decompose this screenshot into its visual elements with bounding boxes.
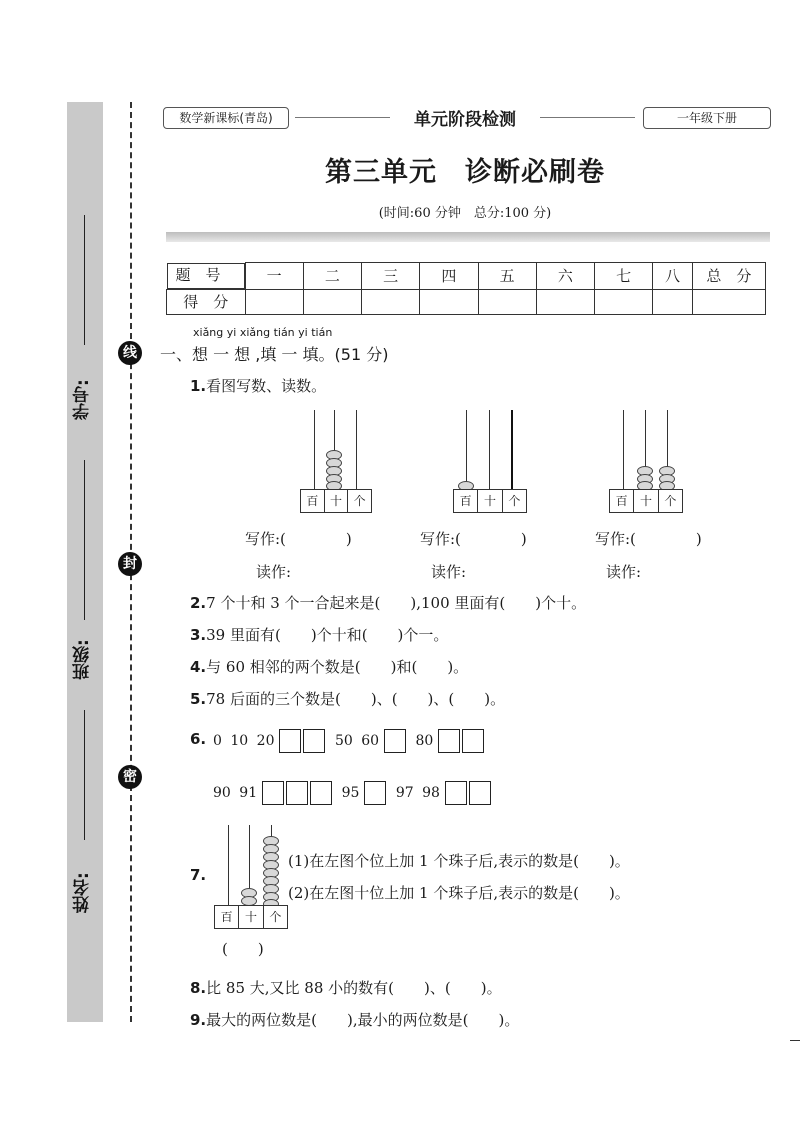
write-answer-1[interactable]: 写作:( ) xyxy=(245,530,352,548)
section-title: 一、想 一 想 ,填 一 填。(51 分) xyxy=(160,345,389,364)
question-number: 4. xyxy=(190,658,207,676)
question-text: 39 里面有( )个十和( )个一。 xyxy=(206,626,449,644)
question-text: 7 个十和 3 个一合起来是( ),100 里面有( )个十。 xyxy=(206,594,587,612)
seq-number: 60 xyxy=(361,733,380,749)
score-header-cell: 总 分 xyxy=(692,263,765,290)
score-cell[interactable] xyxy=(653,289,692,314)
place-hundreds: 百 xyxy=(454,490,478,512)
blank-box[interactable] xyxy=(279,729,301,753)
place-hundreds: 百 xyxy=(301,490,325,512)
question-number: 3. xyxy=(190,626,207,644)
score-header-cell xyxy=(167,263,245,289)
place-hundreds: 百 xyxy=(215,906,239,928)
seq-number: 0 xyxy=(213,733,222,749)
blank-box[interactable] xyxy=(445,781,467,805)
question-9 xyxy=(190,1009,519,1030)
question-7-number xyxy=(190,866,206,884)
question-text: 78 后面的三个数是( )、( )、( )。 xyxy=(206,690,506,708)
question-number: 8. xyxy=(190,979,207,997)
write-answer-2[interactable]: 写作:( ) xyxy=(420,530,527,548)
score-cell[interactable] xyxy=(536,289,594,314)
question-number: 5. xyxy=(190,690,207,708)
question-number: 6. xyxy=(190,730,207,748)
write-answer-3[interactable]: 写作:( ) xyxy=(595,530,702,548)
number-sequence-2 xyxy=(213,781,492,805)
seq-number: 20 xyxy=(256,733,275,749)
read-answer-2[interactable]: 读作: xyxy=(431,563,467,581)
question-number: 7. xyxy=(190,866,207,884)
seal-line: 线 xyxy=(118,341,142,365)
question-number: 9. xyxy=(190,1011,207,1029)
score-cell[interactable] xyxy=(692,289,765,314)
score-cell[interactable] xyxy=(420,289,478,314)
abacus-rod xyxy=(314,410,315,490)
question-text: 与 60 相邻的两个数是( )和( )。 xyxy=(206,658,469,676)
number-sequence-1 xyxy=(213,729,485,753)
read-answer-1[interactable]: 读作: xyxy=(256,563,292,581)
abacus-rod xyxy=(623,410,624,490)
score-header-cell: 六 xyxy=(536,263,594,290)
score-cell[interactable] xyxy=(595,289,653,314)
question-8 xyxy=(190,977,502,998)
question-number: 2. xyxy=(190,594,207,612)
class-label: 班级: xyxy=(73,639,93,681)
abacus-rod xyxy=(466,410,467,490)
blank-box[interactable] xyxy=(262,781,284,805)
textbook-tag: 数学新课标(青岛) xyxy=(163,107,289,129)
header-rule-right xyxy=(540,117,635,118)
header-gray-bar xyxy=(166,232,770,242)
abacus-place-box xyxy=(453,489,527,513)
name-label: 姓名: xyxy=(73,872,93,913)
blank-box[interactable] xyxy=(286,781,308,805)
blank-box[interactable] xyxy=(462,729,484,753)
header-rule-left xyxy=(295,117,390,118)
question-4 xyxy=(190,656,468,677)
place-ones: 个 xyxy=(269,910,282,924)
seq-number: 91 xyxy=(239,785,258,801)
question-7-answer[interactable]: ( ) xyxy=(222,940,264,958)
abacus-place-box xyxy=(214,905,288,929)
blank-box[interactable] xyxy=(438,729,460,753)
question-3 xyxy=(190,624,448,645)
score-cell[interactable] xyxy=(362,289,420,314)
seq-number: 10 xyxy=(230,733,249,749)
place-tens: 十 xyxy=(634,490,658,512)
question-6-number xyxy=(190,730,206,748)
question-text: 比 85 大,又比 88 小的数有( )、( )。 xyxy=(206,979,502,997)
score-header-cell: 二 xyxy=(303,263,361,290)
page-edge-mark xyxy=(790,1040,800,1041)
seq-number: 90 xyxy=(213,785,231,801)
seq-number: 50 xyxy=(334,733,353,749)
score-header-cell: 七 xyxy=(595,263,653,290)
blank-box[interactable] xyxy=(303,729,325,753)
place-ones: 个 xyxy=(353,494,366,508)
score-header-row xyxy=(167,263,766,290)
place-tens: 十 xyxy=(478,490,502,512)
score-header-cell: 四 xyxy=(420,263,478,290)
score-value-row xyxy=(167,289,766,314)
score-header-cell: 五 xyxy=(478,263,536,290)
score-label-cell: 得 分 xyxy=(167,289,246,314)
page-subtitle: (时间:60 分钟 总分:100 分) xyxy=(378,206,552,221)
score-cell[interactable] xyxy=(245,289,303,314)
seq-number: 80 xyxy=(415,733,434,749)
seq-number: 97 xyxy=(395,785,414,801)
question-1 xyxy=(190,375,326,396)
place-tens: 十 xyxy=(325,490,349,512)
question-number: 1. xyxy=(190,377,207,395)
banner-title: 单元阶段检测 xyxy=(414,110,516,130)
student-id-line xyxy=(84,215,85,345)
seal-seal: 封 xyxy=(118,552,142,576)
score-header-cell: 三 xyxy=(362,263,420,290)
read-answer-3[interactable]: 读作: xyxy=(606,563,642,581)
place-tens: 十 xyxy=(239,906,263,928)
class-line xyxy=(84,460,85,620)
question-text: 最大的两位数是( ),最小的两位数是( )。 xyxy=(206,1011,520,1029)
score-header-cell: 八 xyxy=(653,263,692,290)
question-text: 看图写数、读数。 xyxy=(206,377,327,395)
blank-box[interactable] xyxy=(384,729,406,753)
place-ones: 个 xyxy=(508,494,521,508)
section-pinyin: xiǎng yi xiǎng tián yi tián xyxy=(193,326,333,339)
score-header-cell: 一 xyxy=(245,263,303,290)
blank-box[interactable] xyxy=(469,781,491,805)
seq-number: 95 xyxy=(341,785,360,801)
place-hundreds: 百 xyxy=(610,490,634,512)
seal-secret: 密 xyxy=(118,765,142,789)
question-2 xyxy=(190,592,586,613)
blank-box[interactable] xyxy=(364,781,386,805)
question-7-part-2: (2)在左图十位上加 1 个珠子后,表示的数是( )。 xyxy=(288,884,630,902)
question-5 xyxy=(190,688,505,709)
question-7-part-1: (1)在左图个位上加 1 个珠子后,表示的数是( )。 xyxy=(288,852,630,870)
blank-box[interactable] xyxy=(310,781,332,805)
seq-number: 98 xyxy=(422,785,440,801)
abacus-rod xyxy=(511,410,513,490)
score-table xyxy=(166,262,766,315)
abacus-place-box xyxy=(300,489,372,513)
student-id-label: 学号: xyxy=(73,379,93,421)
place-ones: 个 xyxy=(664,494,677,508)
score-cell[interactable] xyxy=(478,289,536,314)
page-title: 第三单元 诊断必刷卷 xyxy=(325,157,605,188)
abacus-rod xyxy=(228,825,229,905)
abacus-rod xyxy=(356,410,357,490)
abacus-rod xyxy=(489,410,490,490)
name-line xyxy=(84,710,85,840)
grade-tag: 一年级下册 xyxy=(643,107,771,129)
cell-text: 题 号 xyxy=(175,265,221,284)
score-cell[interactable] xyxy=(303,289,361,314)
abacus-place-box xyxy=(609,489,683,513)
